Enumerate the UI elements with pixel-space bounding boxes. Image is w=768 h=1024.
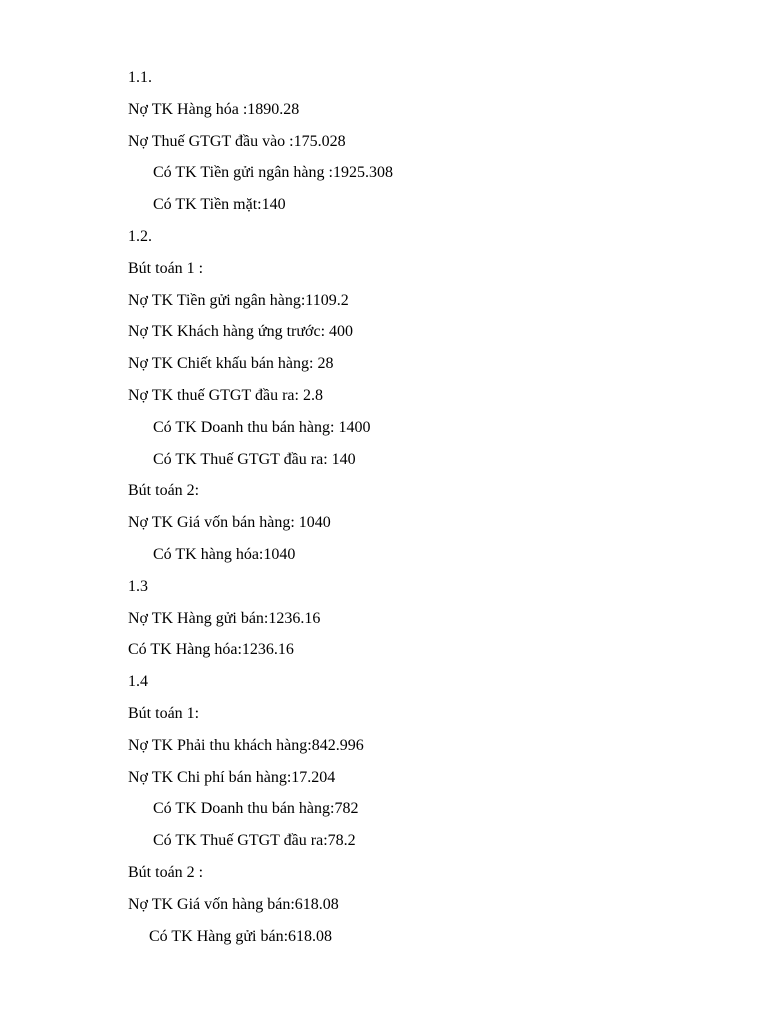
document-line: Có TK Doanh thu bán hàng:782: [153, 800, 359, 818]
document-line: 1.1.: [128, 69, 152, 86]
document-line: Nợ TK thuế GTGT đầu ra: 2.8: [128, 386, 323, 404]
journal-entries: [128, 62, 393, 952]
document-line: Nợ TK Chiết khấu bán hàng: 28: [128, 355, 334, 373]
document-line: Nợ TK Phải thu khách hàng:842.996: [128, 736, 364, 754]
document-line: Có TK Doanh thu bán hàng: 1400: [153, 418, 371, 436]
document-line: Nợ TK Giá vốn bán hàng: 1040: [128, 514, 331, 532]
document-line: Có TK Hàng gửi bán:618.08: [149, 927, 333, 945]
document-line: Nợ TK Khách hàng ứng trước: 400: [128, 323, 354, 341]
document-line: Bút toán 2 :: [128, 863, 204, 881]
document-line: Có TK hàng hóa:1040: [153, 545, 296, 563]
document-line: Nợ Thuế GTGT đầu vào :175.028: [128, 132, 346, 150]
document-line: Bút toán 2:: [128, 482, 200, 500]
document-line: Nợ TK Tiền gửi ngân hàng:1109.2: [128, 291, 349, 309]
document-line: Nợ TK Hàng hóa :1890.28: [128, 100, 300, 118]
document-line: 1.3: [128, 577, 148, 595]
document-line: 1.4: [128, 673, 148, 691]
document-line: Nợ TK Chi phí bán hàng:17.204: [128, 768, 336, 786]
document-line: Có TK Hàng hóa:1236.16: [128, 641, 294, 659]
document-line: Có TK Thuế GTGT đầu ra: 140: [153, 450, 356, 468]
document-line: Bút toán 1 :: [128, 259, 204, 277]
document-line: Có TK Thuế GTGT đầu ra:78.2: [153, 832, 356, 850]
document-line: 1.2.: [128, 227, 152, 245]
document-line: Có TK Tiền gửi ngân hàng :1925.308: [153, 164, 393, 182]
document-line: Bút toán 1:: [128, 704, 200, 722]
document-line: Nợ TK Giá vốn hàng bán:618.08: [128, 895, 339, 913]
document-line: Nợ TK Hàng gửi bán:1236.16: [128, 609, 321, 627]
document-line: Có TK Tiền mặt:140: [153, 196, 286, 214]
